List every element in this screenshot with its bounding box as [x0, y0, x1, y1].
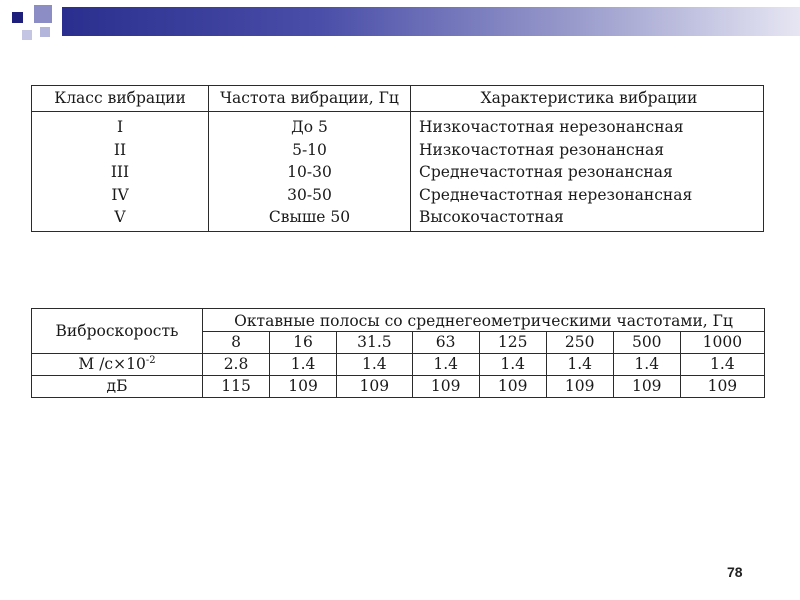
band-header: 500: [613, 332, 680, 354]
table-header-row: [32, 86, 764, 112]
value-cell: 109: [680, 376, 764, 398]
vibration-class-table: [31, 85, 764, 232]
table-header-row: [32, 309, 765, 332]
value-cell: 109: [337, 376, 413, 398]
frequency-cell: 30-50: [209, 184, 411, 207]
characteristic-cell: Низкочастотная резонансная: [411, 139, 764, 162]
header-square-icon: [34, 5, 52, 23]
characteristic-cell: Высокочастотная: [411, 206, 764, 231]
band-header: 8: [203, 332, 270, 354]
table-row: [32, 206, 764, 231]
band-header: 16: [270, 332, 337, 354]
unit-exponent: -2: [145, 354, 156, 366]
value-cell: 1.4: [270, 354, 337, 376]
band-header: 1000: [680, 332, 764, 354]
frequency-cell: Свыше 50: [209, 206, 411, 231]
characteristic-cell: Среднечастотная резонансная: [411, 161, 764, 184]
table-row: [32, 161, 764, 184]
value-cell: 109: [479, 376, 546, 398]
row-label-ms: [32, 354, 203, 376]
value-cell: 2.8: [203, 354, 270, 376]
frequency-cell: 10-30: [209, 161, 411, 184]
header-square-icon: [12, 12, 23, 23]
header-square-icon: [40, 27, 50, 37]
header-gradient-bar: [62, 7, 800, 36]
band-header: 31.5: [337, 332, 413, 354]
column-header-characteristic: Характеристика вибрации: [411, 86, 764, 112]
value-cell: 1.4: [546, 354, 613, 376]
value-cell: 1.4: [479, 354, 546, 376]
table-row: [32, 354, 765, 376]
value-cell: 1.4: [680, 354, 764, 376]
header-square-icon: [22, 30, 32, 40]
class-cell: V: [32, 206, 209, 231]
value-cell: 1.4: [337, 354, 413, 376]
class-cell: I: [32, 112, 209, 139]
value-cell: 115: [203, 376, 270, 398]
column-header-class: Класс вибрации: [32, 86, 209, 112]
value-cell: 1.4: [412, 354, 479, 376]
value-cell: 109: [270, 376, 337, 398]
class-cell: II: [32, 139, 209, 162]
table-row: [32, 112, 764, 139]
unit-label: М /с×10: [78, 355, 146, 373]
frequency-cell: До 5: [209, 112, 411, 139]
column-header-frequency: Частота вибрации, Гц: [209, 86, 411, 112]
octave-bands-header: Октавные полосы со среднегеометрическими частотами, Гц: [203, 309, 765, 332]
table-row: [32, 184, 764, 207]
table-row: [32, 376, 765, 398]
characteristic-cell: Среднечастотная нерезонансная: [411, 184, 764, 207]
frequency-cell: 5-10: [209, 139, 411, 162]
value-cell: 109: [412, 376, 479, 398]
class-cell: III: [32, 161, 209, 184]
value-cell: 109: [546, 376, 613, 398]
value-cell: 109: [613, 376, 680, 398]
band-header: 250: [546, 332, 613, 354]
characteristic-cell: Низкочастотная нерезонансная: [411, 112, 764, 139]
table-row: [32, 139, 764, 162]
row-header-vibration-velocity: Виброскорость: [32, 309, 203, 354]
row-label-db: дБ: [32, 376, 203, 398]
class-cell: IV: [32, 184, 209, 207]
band-header: 125: [479, 332, 546, 354]
value-cell: 1.4: [613, 354, 680, 376]
vibration-velocity-table: [31, 308, 765, 398]
page-number: 78: [727, 564, 743, 580]
band-header: 63: [412, 332, 479, 354]
